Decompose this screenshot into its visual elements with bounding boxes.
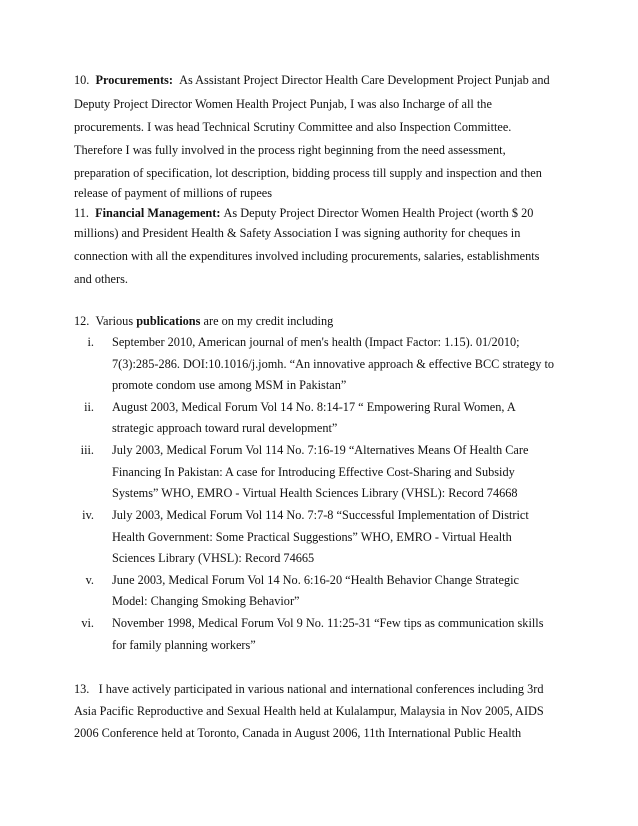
publication-line: Financing In Pakistan: A case for Introducing Effective Cost-Sharing and Subsidy [112, 465, 515, 479]
publication-line: September 2010, American journal of men's health (Impact Factor: 1.15). 01/2010; [112, 335, 520, 349]
s13-line: 2006 Conference held at Toronto, Canada in August 2006, 11th International Public Health [74, 726, 522, 740]
s10-number: 10. [74, 73, 90, 87]
s13-line: Asia Pacific Reproductive and Sexual Health held at Kulalampur, Malaysia in Nov 2005, AIDS [74, 704, 544, 718]
s10-line: procurements. I was head Technical Scrutiny Committee and also Inspection Committee. [74, 120, 512, 134]
item-number: i. [87, 335, 94, 349]
publication-line: June 2003, Medical Forum Vol 14 No. 6:16-20 “Health Behavior Change Strategic [112, 573, 519, 587]
s10-heading: Procurements: [95, 73, 173, 87]
s11-line-1 [74, 206, 533, 220]
s13-number: 13. [74, 682, 90, 696]
item-number: v. [85, 573, 94, 587]
s11-number: 11. [74, 206, 89, 220]
item-number: ii. [84, 400, 94, 414]
s11-text: As Deputy Project Director Women Health Project (worth $ 20 [223, 206, 534, 220]
s13-line-1 [74, 682, 544, 696]
publication-line: November 1998, Medical Forum Vol 9 No. 11:25-31 “Few tips as communication skills [112, 616, 544, 630]
s11-line: and others. [74, 272, 128, 286]
publication-line: July 2003, Medical Forum Vol 114 No. 7:16-19 “Alternatives Means Of Health Care [112, 443, 529, 457]
publication-line: Systems” WHO, EMRO - Virtual Health Sciences Library (VHSL): Record 74668 [112, 486, 518, 500]
s12-post: are on my credit including [203, 314, 334, 328]
publication-line: promote condom use among MSM in Pakistan” [112, 378, 347, 392]
publication-line: Sciences Library (VHSL): Record 74665 [112, 551, 315, 565]
s11-heading: Financial Management: [95, 206, 221, 220]
publication-line: Model: Changing Smoking Behavior” [112, 594, 300, 608]
s10-line: preparation of specification, lot description, bidding process till supply and inspection and then [74, 166, 542, 180]
s10-text: As Assistant Project Director Health Care Development Project Punjab and [179, 73, 550, 87]
s13-text: I have actively participated in various national and international conferences including 3rd [98, 682, 544, 696]
publication-line: for family planning workers” [112, 638, 256, 652]
s12-pre: Various [95, 314, 134, 328]
s12-intro [74, 314, 333, 328]
item-number: vi. [81, 616, 94, 630]
s10-line: release of payment of millions of rupees [74, 186, 273, 200]
publication-line: August 2003, Medical Forum Vol 14 No. 8:14-17 “ Empowering Rural Women, A [112, 400, 516, 414]
s11-line: millions) and President Health & Safety Association I was signing authority for cheques in [74, 226, 521, 240]
publication-line: 7(3):285-286. DOI:10.1016/j.jomh. “An innovative approach & effective BCC strategy to [112, 357, 555, 371]
publication-line: strategic approach toward rural development” [112, 421, 338, 435]
s10-line: Deputy Project Director Women Health Project Punjab, I was also Incharge of all the [74, 97, 492, 111]
s10-line: Therefore I was fully involved in the process right beginning from the need assessment, [74, 143, 506, 157]
item-number: iv. [82, 508, 94, 522]
item-number: iii. [80, 443, 94, 457]
s12-number: 12. [74, 314, 90, 328]
s11-line: connection with all the expenditures involved including procurements, salaries, establishments [74, 249, 540, 263]
s12-bold: publications [136, 314, 201, 328]
s10-line-1 [74, 73, 550, 87]
publication-line: July 2003, Medical Forum Vol 114 No. 7:7-8 “Successful Implementation of District [112, 508, 529, 522]
publication-line: Health Government: Some Practical Suggestions” WHO, EMRO - Virtual Health [112, 530, 512, 544]
